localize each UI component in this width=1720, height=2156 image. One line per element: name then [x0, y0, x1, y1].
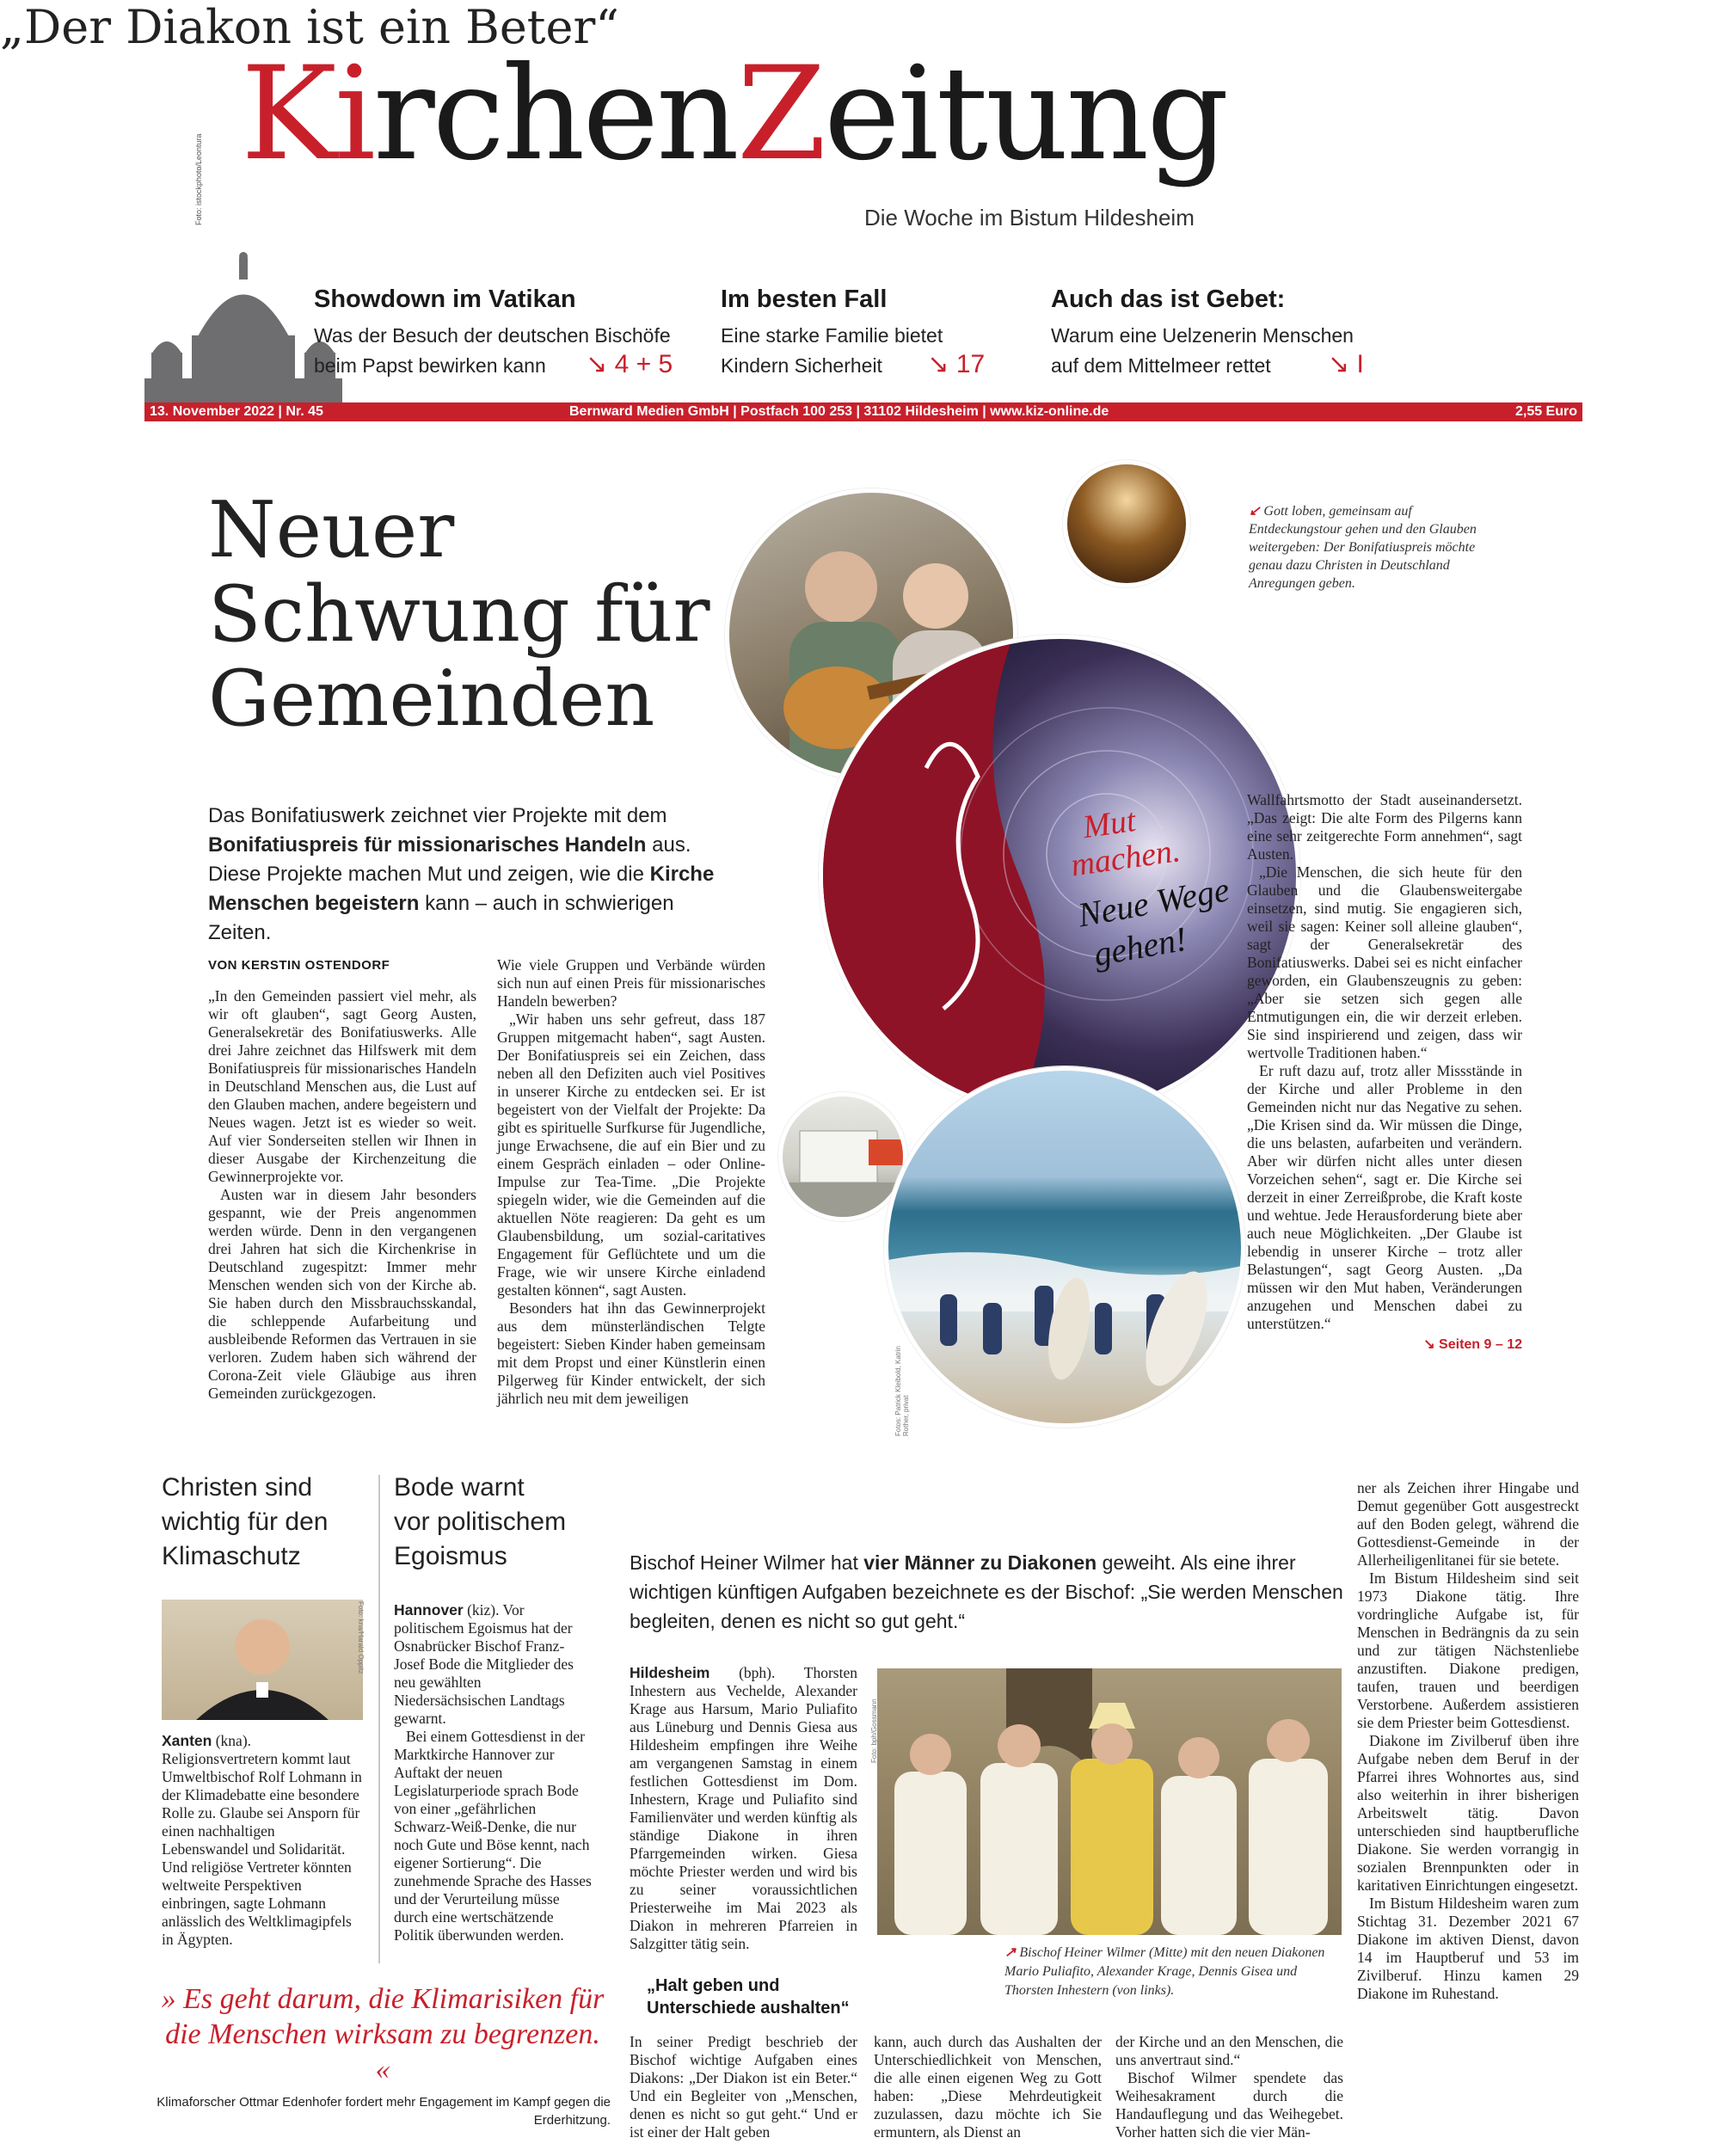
intro-bold: vier Männer zu Diakonen [863, 1551, 1097, 1574]
teaser-line: auf dem Mittelmeer rettet [1051, 354, 1271, 377]
lead-headline [208, 485, 741, 744]
teaser-title: Auch das ist Gebet: [1051, 286, 1286, 313]
teaser-title: Im besten Fall [721, 286, 888, 313]
title-part: Ki [241, 40, 374, 189]
intro-bold: Kirche Menschen begeistern [208, 863, 715, 915]
diakon-column-2: kann, auch durch das Aushalten der Unterschiedlichkeit von Menschen, die alle einen eigenen Weg zu Gott haben: „Diese Mehrdeutigkeit zuzulassen, dazu möchte ich Sie ermuntern, als Dienst an [874, 2033, 1102, 2141]
bishop-portrait-illustration [162, 1600, 363, 1720]
publisher-info: Bernward Medien GmbH | Postfach 100 253 | 31102 Hildesheim | www.kiz-online.de [569, 404, 1109, 419]
lead-intro [208, 802, 741, 948]
teaser-title: Showdown im Vatikan [314, 286, 576, 313]
more-pages-link[interactable]: ↘ Seiten 9 – 12 [1423, 1337, 1522, 1352]
diakon-column-4 [1357, 1479, 1579, 2003]
byline: VON KERSTIN OSTENDORF [208, 958, 390, 973]
issue-date: 13. November 2022 | Nr. 45 [150, 404, 323, 419]
headline-line: Bode warnt [394, 1473, 525, 1502]
teaser-line: Eine starke Familie bietet [721, 324, 943, 347]
brief-text: (kna). Religionsvertretern kommt laut Umweltbischof Rolf Lohmann in der Klimadebatte eine besondere Rolle zu. Glaube sei Ansporn für einen nachhaltigen Lebenswandel und Solidarität. Und religiöse Vertreter könnten weltweite Perspektiven einbringen, sagte Lohmann anlässlich des Weltklimagipfels in Ägypten. [162, 1732, 362, 1948]
teaser-vatican[interactable] [314, 286, 692, 380]
photo-credit: Foto: kna/Harald Oppitz [357, 1601, 365, 1674]
diakon-column-1b: In seiner Predigt beschrieb der Bischof wichtige Aufgaben eines Diakons: „Der Diakon ist ein Beter.“ Und ein Begleiter von „Menschen, denen es nicht so gut geht.“ Und er ist einer der Halt geben [630, 2033, 857, 2141]
brief-text-climate [162, 1732, 363, 1949]
teaser-line: Was der Besuch der deutschen Bischöfe [314, 324, 671, 347]
diakon-intro [630, 1548, 1343, 1636]
teaser-line: Kindern Sicherheit [721, 354, 882, 377]
poster-circle [819, 635, 1300, 1116]
headline-line: vor politischem [394, 1508, 567, 1536]
brief-headline-climate [162, 1471, 359, 1574]
quote-source: Klimaforscher Ottmar Edenhofer fordert mehr Engagement im Kampf gegen die Erderhitzung. [157, 2095, 611, 2128]
photo-credit: Foto: istockphoto/Leontura [194, 133, 203, 225]
title-part: Z [736, 40, 824, 189]
diakon-subheading: „Halt geben und Unterschiede aushalten“ [647, 1976, 850, 2018]
headline-line: Gemeinden [208, 654, 655, 744]
deacons-photo-illustration [877, 1668, 1342, 1935]
teaser-family[interactable] [721, 286, 1013, 380]
paragraph: Diakone im Zivilberuf üben ihre Aufgabe neben dem Beruf in der Pfarrei ihres Wohnortes aus, sind also weiterhin in ihrer bisherigen Arbeitswelt tätig. Davon unterschieden sind hauptberufliche Diakone. Sie werden vorrangig in sozialen Brennpunkten oder in karitativen Einrichtungen eingesetzt. [1357, 1732, 1579, 1894]
poster-line: gehen! [1090, 918, 1190, 974]
teaser-page-ref[interactable]: ↘ 17 [927, 350, 986, 378]
poster-line: Mut [1080, 802, 1139, 846]
surf-photo [884, 1066, 1245, 1428]
headline-line: Klimaschutz [162, 1542, 301, 1570]
brief-text: (kiz). Vor politischem Egoismus hat der Osnabrücker Bischof Franz-Josef Bode die Mitglieder des neu gewählten Niedersächsischen Landtags gewarnt. [394, 1601, 574, 1727]
paragraph: Wie viele Gruppen und Verbände würden sich nun auf einen Preis für missionarisches Handeln bewerben? [497, 956, 765, 1010]
intro-text: Das Bonifatiuswerk zeichnet vier Projekte mit dem [208, 804, 667, 827]
paragraph: (bph). Thorsten Inhestern aus Vechelde, Alexander Krage aus Harsum, Mario Puliafito aus Lüneburg und Dennis Giesa aus Hildesheim empfingen ihre Weihe am vergangenen Samstag in einem festlichen Gottesdienst im Dom. Inhestern, Krage und Puliafito sind Familienväter und werden künftig als ständige Diakone in ihren Pfarrgemeinden wirken. Giesa möchte Priester werden und wird bis zu seiner voraussichtlichen Priesterweihe im Mai 2023 als Diakon in mehreren Pfarreien in Salzgitter tätig sein. [630, 1664, 857, 1952]
surf-photo-illustration [888, 1071, 1245, 1428]
issue-info-bar [144, 402, 1582, 421]
street-photo [778, 1092, 907, 1221]
headline-line: Christen sind [162, 1473, 313, 1502]
diakon-column-1 [630, 1664, 857, 1953]
intro-text: kann – auch in schwierigen Zeiten. [208, 892, 674, 944]
title-part: eitung [823, 40, 1227, 189]
concert-photo [1063, 460, 1190, 587]
paragraph: „Wir haben uns sehr gefreut, dass 187 Gruppen mitgemacht haben“, sagt Austen. Der Bonifatiuspreis sei ein Zeichen, dass neben all den Defiziten auch viel Positives in unserer Kirche zu entdecken sei. Er ist begeistert von der Vielfalt der Projekte: Da gibt es spirituelle Surfkurse für Jugendliche, junge Erwachsene, die auf ein Bier und zu einem Gespräch einladen – oder Online-Impulse zur Tea-Time. „Die Projekte spiegeln wider, wie die Gemeinden auf die aktuellen Nöte reagieren: Da geht es um Glaubensbildung, um sozial-caritatives Engagement für Geflüchtete und um die Frage, wie wir unsere Kirche einladend gestalten können“, sagt Austen. [497, 1010, 765, 1299]
paragraph: „Die Menschen, die sich heute für den Glauben und die Glaubensweitergabe einsetzen, sind mutig. Sie engagieren sich, weil sie sagen: Keiner soll alleine glauben“, sagt der Generalsekretär des Bonifatiuswerks. Dabei sei es nicht einfacher geworden, ein Glaubenszeugnis zu geben: „Aber sie setzen sich gegen alle Entmutigungen ein, die wir derzeit erleben. Sie sind inspirierend und zeigen, dass wir wertvolle Traditionen haben.“ [1247, 863, 1522, 1061]
intro-bold: Bonifatiuspreis für missionarisches Handeln [208, 833, 647, 857]
paragraph: Im Bistum Hildesheim sind seit 1973 Diakone tätig. Ihre vordringliche Aufgabe ist, für Menschen in Bedrängnis da zu sein und zur tätigen Nächstenliebe anzustiften. Diakone predigen, taufen, trauen und beerdigen Verstorbene. Außerdem assistieren sie dem Priester beim Gottesdienst. [1357, 1569, 1579, 1731]
intro-text: Bischof Heiner Wilmer hat [630, 1551, 864, 1574]
photo-credit: Foto: bph/Gossmann [870, 1698, 878, 1763]
lead-column-1 [208, 987, 476, 1403]
pointer-arrow-icon: ↙ [1249, 504, 1261, 519]
brief-headline-bode [394, 1471, 592, 1574]
pull-quote: » Es geht darum, die Klimarisiken für die Menschen wirksam zu begrenzen. « [161, 1983, 605, 2085]
bishop-portrait [162, 1600, 363, 1720]
photo-credit: Fotos: Patrick Kleibold, Katrin Rother, privat [894, 1346, 910, 1436]
place-name: Hildesheim [630, 1664, 710, 1681]
paragraph: Bischof Wilmer spendete das Weihesakrament durch die Handauflegung und das Weihegebet. Vorher hatten sich die vier Män- [1115, 2069, 1343, 2141]
title-part: rchen [373, 40, 737, 189]
paragraph: Besonders hat ihn das Gewinnerprojekt aus dem münsterländischen Telgte begeistert: Sieben Kinder haben gemeinsam mit dem Propst und einer Künstlerin einen Pilgerweg für Kinder entwickelt, der sich jährlich neu mit dem jeweiligen [497, 1299, 765, 1407]
pointer-arrow-icon: ↗ [1004, 1945, 1017, 1960]
photo-caption [1249, 502, 1498, 593]
paragraph: Austen war in diesem Jahr besonders gespannt, wie der Preis angenommen werden würde. Denn in den vergangenen drei Jahren hat sich die Kirchenkrise in Deutschland zugespitzt: Immer mehr Menschen wenden sich von der Kirche ab. Sie haben durch den Missbrauchsskandal, die schleppende Aufarbeitung und ausbleibende Reformen das Vertrauen in sie verloren. Zudem haben sich während der Corona-Zeit viele Gläubige aus ihren Gemeinden zurückgezogen. [208, 1186, 476, 1402]
place-name: Xanten [162, 1732, 212, 1749]
dome-silhouette-image [144, 249, 342, 404]
paragraph: Im Bistum Hildesheim waren zum Stichtag 31. Dezember 2021 67 Diakone im aktiven Dienst, davon 14 im Hauptberuf und 53 im Zivilberuf. Hinzu kamen 29 Diakone im Ruhestand. [1357, 1895, 1579, 2002]
headline-line: wichtig für den [162, 1508, 329, 1536]
caption-text: Bischof Heiner Wilmer (Mitte) mit den neuen Diakonen Mario Puliafito, Alexander Krage, Dennis Gisea und Thorsten Inhestern (von links). [1004, 1945, 1325, 1998]
paragraph: Wallfahrtsmotto der Stadt auseinandersetzt. „Das zeigt: Die alte Form des Pilgerns kann eine sehr zeitgerechte Form annehmen“, sagt Austen. [1247, 791, 1522, 863]
issue-price: 2,55 Euro [1514, 404, 1577, 419]
lead-column-3 [1247, 791, 1522, 1354]
headline-line: Schwung für [208, 569, 710, 660]
photo-caption [1004, 1944, 1340, 2000]
intro-text: geweiht. Als eine ihrer wichtigen künftigen Aufgaben bezeichnete es der Bischof: „Sie werden Menschen begleiten, denen es nicht so gut geht.“ [630, 1551, 1343, 1632]
teaser-prayer[interactable] [1051, 286, 1412, 380]
teaser-page-ref[interactable]: ↘ I [1328, 350, 1364, 378]
tagline: Die Woche im Bistum Hildesheim [864, 205, 1195, 230]
lead-column-2 [497, 956, 765, 1408]
headline-line: Neuer [208, 485, 455, 575]
poster-artwork [823, 639, 1300, 1116]
teaser-line: Warum eine Uelzenerin Menschen [1051, 324, 1354, 347]
caption-text: Gott loben, gemeinsam auf Entdeckungstour gehen und den Glauben weitergeben: Der Bonifatiuspreis möchte genau dazu Christen in Deutschland Anregungen geben. [1249, 504, 1477, 591]
place-name: Hannover [394, 1601, 464, 1619]
paragraph: ner als Zeichen ihrer Hingabe und Demut gegenüber Gott ausgestreckt auf den Boden gelegt, während die Gottesdienst-Gemeinde in der Allerheiligenlitanei für sie betete. [1357, 1479, 1579, 1569]
paragraph: der Kirche und an den Menschen, die uns anvertraut sind.“ [1115, 2033, 1343, 2068]
headline-line: Egoismus [394, 1542, 507, 1570]
teaser-line: beim Papst bewirken kann [314, 354, 546, 377]
poster-line: machen. [1068, 832, 1182, 884]
paragraph: Er ruft dazu auf, trotz aller Missstände in der Kirche und aller Probleme in den Gemeinden nicht nur das Negative zu sehen. „Die Krisen sind da. Wir müssen die Dinge, die uns belasten, aufarbeiten und verändern. Aber wir dürfen nicht alles unter diesen Vorzeichen sehen“, sagt er. Die Kirche sei derzeit in einer Zerreißprobe, die Kraft koste und wehtue. Jede Herausforderung biete aber auch neue Möglichkeiten. „Der Glaube ist lebendig in unserer Kirche – trotz aller Belastungen“, sagt Georg Austen. „Da müssen wir den Mut haben, Veränderungen anzugehen und Menschen dabei zu unterstützen.“ [1247, 1062, 1522, 1332]
newspaper-title [241, 40, 1227, 189]
brief-text-bode [394, 1601, 593, 1944]
teaser-page-ref[interactable]: ↘ 4 + 5 [586, 350, 673, 378]
deacons-group-photo [877, 1668, 1342, 1935]
paragraph: „In den Gemeinden passiert viel mehr, als wir oft glauben“, sagt Georg Austen, Generalsekretär des Bonifatiuswerks. Alle drei Jahre zeichnet das Hilfswerk mit dem Bonifatiuspreis für missionarisches Handeln in Deutschland Menschen aus, die Lust auf den Glauben machen, andere begeistern und Neues wagen. Jetzt ist es wieder so weit. Auf vier Sonderseiten stellen wir Ihnen in dieser Ausgabe der Kirchenzeitung die Gewinnerprojekte vor. [208, 987, 476, 1185]
column-divider [378, 1475, 380, 1963]
paragraph: Bei einem Gottesdienst in der Marktkirche Hannover zur Auftakt der neuen Legislaturperiode sprach Bode von einer „gefährlichen Schwarz-Weiß-Denke, die nur noch Gute und Böse kennt, nach eigener Sortierung“. Die zunehmende Sprache des Hasses und der Verurteilung müsse durch eine wertschätzende Politik überwunden werden. [394, 1728, 592, 1944]
diakon-headline: „Der Diakon ist ein Beter“ [0, 0, 619, 54]
poster-text [1064, 797, 1182, 884]
intro-text: aus. Diese Projekte machen Mut und zeigen, wie die [208, 833, 691, 886]
diakon-column-3 [1115, 2033, 1343, 2141]
poster-line: Neue Wege [1075, 869, 1232, 935]
